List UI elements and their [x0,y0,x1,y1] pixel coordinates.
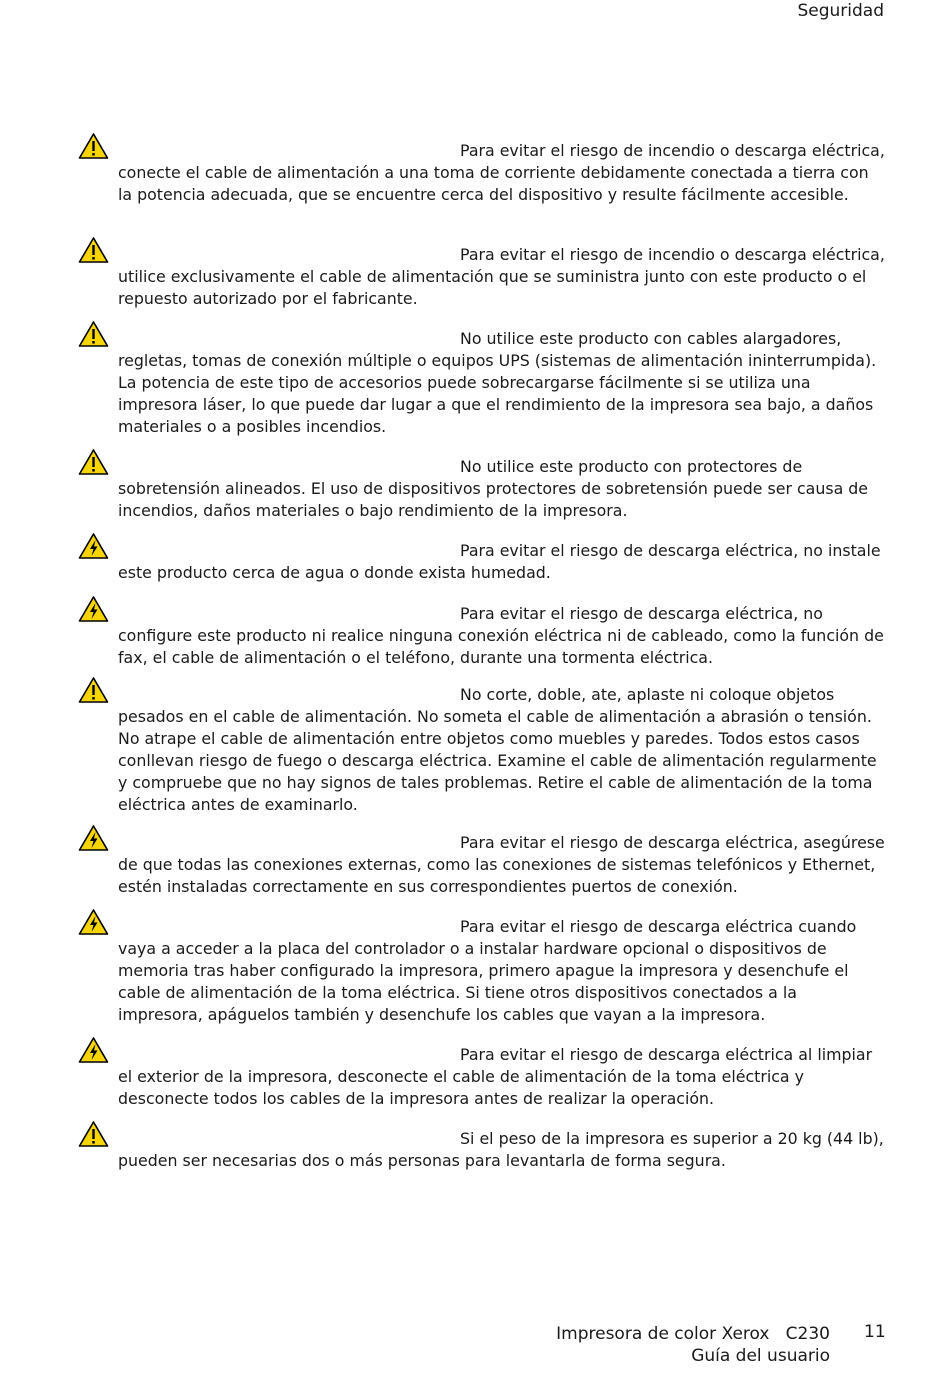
electrical-hazard-icon [78,595,109,623]
electrical-hazard-icon [78,824,109,852]
warning-text: Para evitar el riesgo de incendio o descarga eléctrica, utilice exclusivamente el cable de alimentación que se suministra junto con este producto o el repuesto autorizado por el fabricante. [118,245,885,308]
footer-guide-title: Guía del usuario [691,1346,830,1366]
warning-text: Para evitar el riesgo de descarga eléctrica, no configure este producto ni realice ninguna conexión eléctrica ni de cableado, como la función de fax, el cable de alimentación o el teléfono, durante una tormenta eléctrica. [118,604,884,667]
general-warning-icon [78,320,109,348]
general-warning-icon [78,448,109,476]
warning-text: No utilice este producto con cables alargadores, regletas, tomas de conexión múltiple o equipos UPS (sistemas de alimentación ininterrumpida). La potencia de este tipo de accesorios puede sobrecargarse fácilmente si se utiliza una impresora láser, lo que puede dar lugar a que el rendimiento de la impresora sea bajo, a daños materiales o a posibles incendios. [118,329,877,436]
warning-text: Para evitar el riesgo de incendio o descarga eléctrica, conecte el cable de alimentación a una toma de corriente debidamente conectada a tierra con la potencia adecuada, que se encuentre cerca del dispositivo y resulte fácilmente accesible. [118,141,885,204]
warning-item [78,684,886,816]
electrical-hazard-icon [78,908,109,936]
warning-item [78,244,886,310]
warning-text: Para evitar el riesgo de descarga eléctrica, asegúrese de que todas las conexiones externas, como las conexiones de sistemas telefónicos y Ethernet, estén instaladas correctamente en sus correspondientes puertos de conexión. [118,833,885,896]
page-number: 11 [864,1322,886,1342]
general-warning-icon [78,676,109,704]
warning-text: No utilice este producto con protectores de sobretensión alineados. El uso de dispositivos protectores de sobretensión puede ser causa de incendios, daños materiales o bajo rendimiento de la impresora. [118,457,869,520]
warning-text: Si el peso de la impresora es superior a 20 kg (44 lb), pueden ser necesarias dos o más personas para levantarla de forma segura. [118,1129,884,1170]
footer-product-name: Impresora de color Xerox C230 [556,1324,830,1344]
section-header: Seguridad [797,1,884,21]
warning-item [78,832,886,898]
warning-item [78,916,886,1026]
warning-item [78,540,886,584]
warning-item [78,140,886,206]
warning-item [78,1128,886,1172]
general-warning-icon [78,236,109,264]
warning-item [78,456,886,522]
warning-item [78,603,886,669]
warning-text: Para evitar el riesgo de descarga eléctrica cuando vaya a acceder a la placa del controlador o a instalar hardware opcional o dispositivos de memoria tras haber configurado la impresora, primero apague la impresora y desenchufe el cable de alimentación de la toma eléctrica. Si tiene otros dispositivos conectados a la impresora, apáguelos también y desenchufe los cables que vayan a la impresora. [118,917,857,1024]
electrical-hazard-icon [78,1036,109,1064]
warning-text: Para evitar el riesgo de descarga eléctrica, no instale este producto cerca de agua o donde exista humedad. [118,541,881,582]
general-warning-icon [78,132,109,160]
warning-item [78,328,886,438]
warning-text: Para evitar el riesgo de descarga eléctrica al limpiar el exterior de la impresora, desconecte el cable de alimentación de la toma eléctrica y desconecte todos los cables de la impresora antes de realizar la operación. [118,1045,873,1108]
general-warning-icon [78,1120,109,1148]
warning-text: No corte, doble, ate, aplaste ni coloque objetos pesados en el cable de alimentación. No someta el cable de alimentación a abrasión o tensión. No atrape el cable de alimentación entre objetos como muebles y paredes. Todos estos casos conllevan riesgo de fuego o descarga eléctrica. Examine el cable de alimentación regularmente y compruebe que no hay signos de tales problemas. Retire el cable de alimentación de la toma eléctrica antes de examinarlo. [118,685,877,814]
electrical-hazard-icon [78,532,109,560]
warning-item [78,1044,886,1110]
